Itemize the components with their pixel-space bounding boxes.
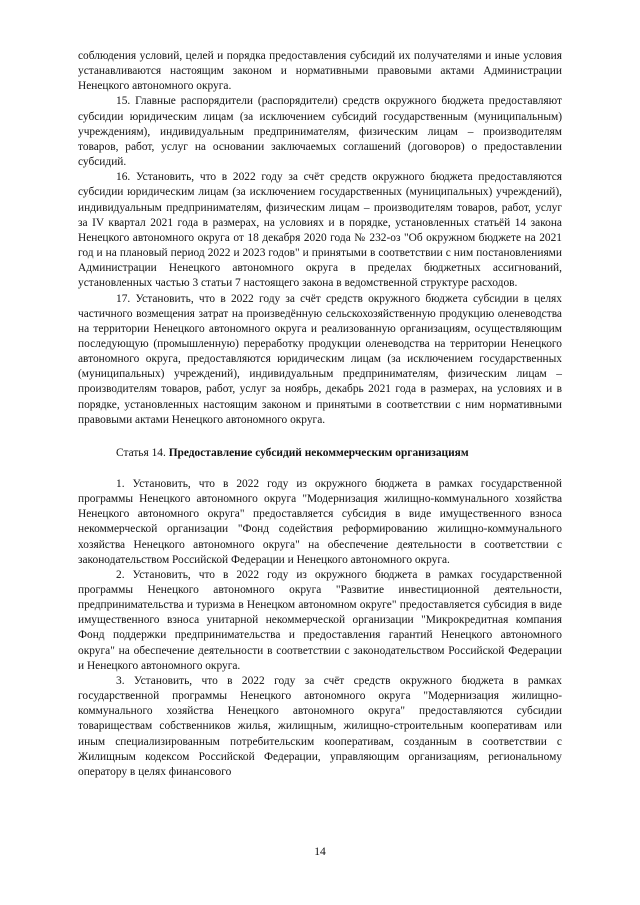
article-label: Статья 14.: [116, 446, 166, 459]
paragraph-article-item-1: 1. Установить, что в 2022 году из окружного бюджета в рамках государственной программы Ненецкого автономного округа "Модернизация жилищно-коммунального хозяйства Ненецкого автономного округа" предоставляется субсидия в виде имущественного взноса некоммерческой организации "Фонд содействия реформированию жилищно-коммунального хозяйства Ненецкого автономного округа" на обеспечение деятельности в соответствии с законодательством Российской Федерации и Ненецкого автономного округа.: [78, 477, 562, 566]
article-heading: [78, 446, 562, 461]
paragraph-article-item-3: 3. Установить, что в 2022 году за счёт средств окружного бюджета в рамках государственной программы Ненецкого автономного округа "Модернизация жилищно-коммунального хозяйства Ненецкого автономного округа" предоставляются субсидии товариществам собственников жилья, жилищным, жилищно-строительным кооперативам или иным специализированным потребительским кооперативам, созданным в соответствии с Жилищным кодексом Российской Федерации, управляющим организациям, региональному оператору в целях финансового: [78, 674, 562, 778]
paragraph-item-17: 17. Установить, что в 2022 году за счёт средств окружного бюджета субсидии в целях частичного возмещения затрат на произведённую сельскохозяйственную продукцию оленеводства на территории Ненецкого автономного округа и реализованную организациям, осуществляющим последующую (промышленную) переработку продукции оленеводства на территории Ненецкого автономного округа, предоставляются юридическим лицам (за исключением государственных (муниципальных) учреждений), индивидуальным предпринимателям, физическим лицам – производителям товаров, работ, услуг за ноябрь, декабрь 2021 года в размерах, на условиях и в порядке, установленных настоящим законом и принятыми в соответствии с ним нормативными правовыми актами Ненецкого автономного округа.: [78, 292, 562, 426]
document-page: [78, 49, 562, 780]
article-title: Предоставление субсидий некоммерческим организациям: [168, 446, 469, 459]
paragraph-item-16: 16. Установить, что в 2022 году за счёт средств окружного бюджета предоставляются субсидии юридическим лицам (за исключением государственных (муниципальных) учреждений), индивидуальным предпринимателям, физическим лицам – производителям товаров, работ, услуг за IV квартал 2021 года в размерах, на условиях и в порядке, установленных статьёй 14 закона Ненецкого автономного округа от 18 декабря 2020 года № 232-оз "Об окружном бюджете на 2021 год и на плановый период 2022 и 2023 годов" и принятыми в соответствии с ним постановлениями Администрации Ненецкого автономного округа в пределах бюджетных ассигнований, установленных частью 3 статьи 7 настоящего закона в ведомственной структуре расходов.: [78, 171, 562, 290]
page-number: 14: [314, 845, 326, 858]
paragraph-item-15: 15. Главные распорядители (распорядители) средств окружного бюджета предоставляют субсидии юридическим лицам (за исключением субсидий государственным (муниципальным) учреждениям), индивидуальным предпринимателям, физическим лицам – производителям товаров, работ, услуг на основании заключаемых соглашений (договоров) о предоставлении субсидий.: [78, 95, 562, 169]
paragraph-continuation: соблюдения условий, целей и порядка предоставления субсидий их получателями и иные условия устанавливаются настоящим законом и нормативными правовыми актами Администрации Ненецкого автономного округа.: [78, 50, 562, 93]
paragraph-article-item-2: 2. Установить, что в 2022 году из окружного бюджета в рамках государственной программы Ненецкого автономного округа "Развитие инвестиционной деятельности, предпринимательства и туризма в Ненецком автономном округе" предоставляется субсидия в виде имущественного взноса унитарной некоммерческой организации "Микрокредитная компания Фонд поддержки предпринимательства и предоставления гарантий Ненецкого автономного округа" на обеспечение деятельности в соответствии с законодательством Российской Федерации и Ненецкого автономного округа.: [78, 568, 562, 672]
